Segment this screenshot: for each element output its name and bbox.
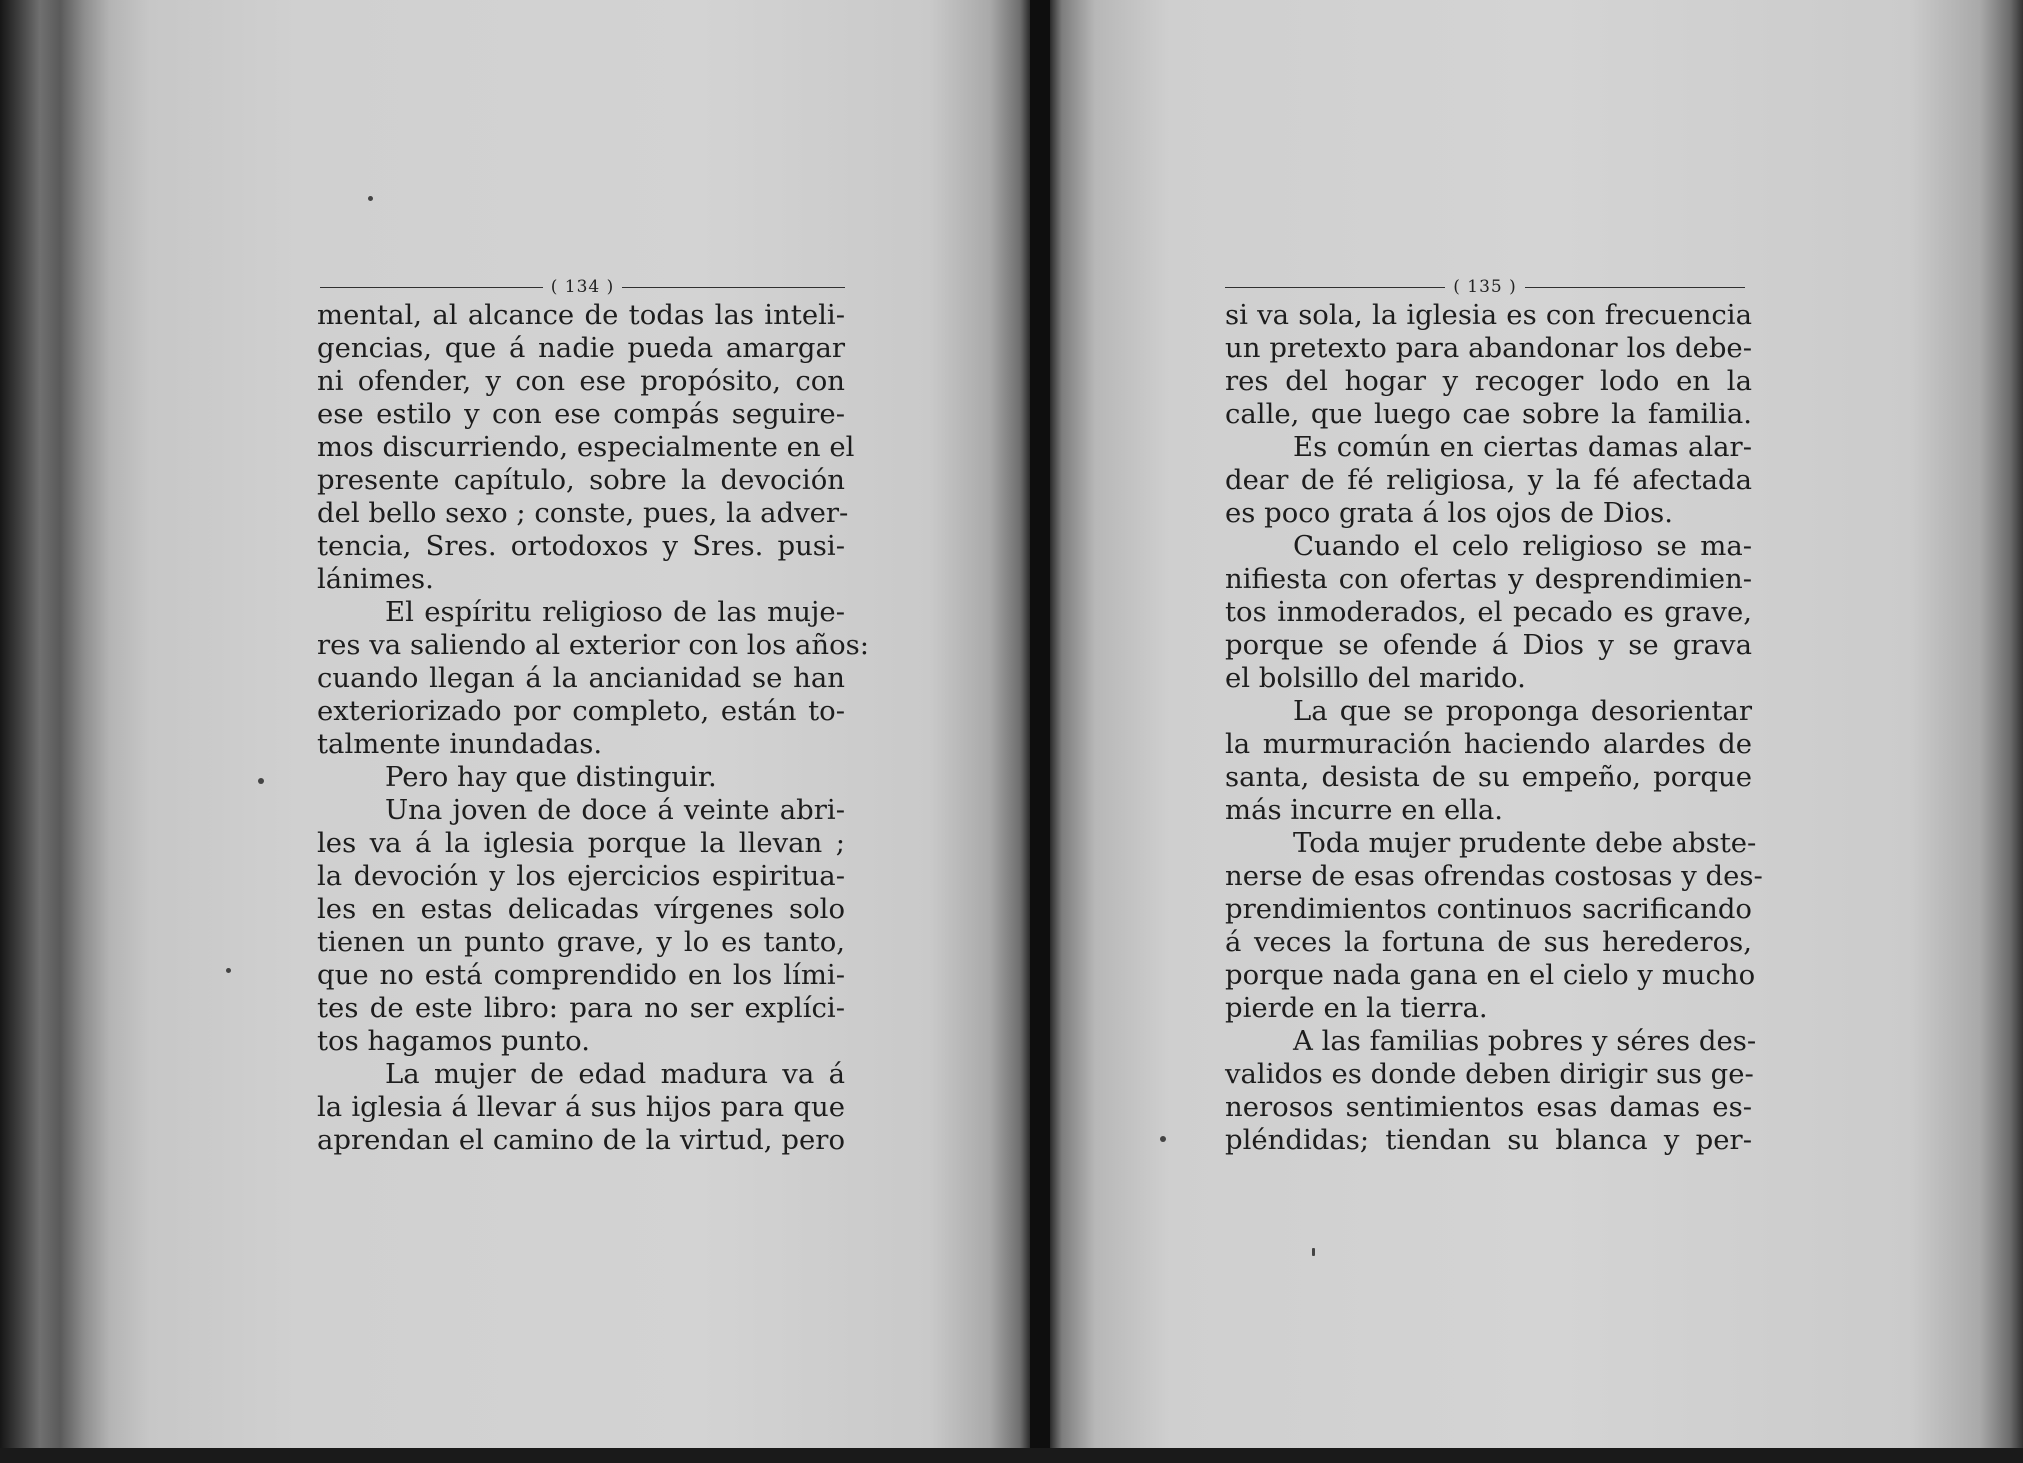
text-line: porque nada gana en el cielo y mucho [1225, 959, 1756, 991]
text-line: Una joven de doce á veinte abri- [385, 794, 845, 826]
text-line: La mujer de edad madura va á [385, 1058, 845, 1090]
text-line: santa, desista de su empeño, porque [1225, 761, 1752, 793]
text-line: les va á la iglesia porque la llevan ; [317, 827, 845, 859]
text-line: que no está comprendido en los lími- [317, 959, 845, 991]
page-number: ( 134 ) [550, 277, 615, 297]
text-line: es poco grata á los ojos de Dios. [1225, 497, 1674, 529]
text-line: porque se ofende á Dios y se grava [1225, 629, 1752, 661]
right-page-body [1225, 299, 1763, 1157]
text-line: aprendan el camino de la virtud, pero [317, 1124, 845, 1156]
text-line: La que se proponga desorientar [1293, 695, 1752, 727]
text-line: la devoción y los ejercicios espiritua- [317, 860, 845, 892]
text-line: un pretexto para abandonar los debe- [1225, 332, 1752, 364]
page-number: ( 135 ) [1453, 277, 1517, 297]
text-line: nerse de esas ofrendas costosas y des- [1225, 860, 1763, 892]
text-line: la iglesia á llevar á sus hijos para que [317, 1091, 845, 1123]
text-line: Cuando el celo religioso se ma- [1293, 530, 1752, 562]
text-line: Toda mujer prudente debe abste- [1293, 827, 1757, 859]
text-line: la murmuración haciendo alardes de [1225, 728, 1752, 760]
book-bottom-edge [0, 1448, 2023, 1463]
text-line: res va saliendo al exterior con los años: [317, 629, 870, 661]
text-line: ni ofender, y con ese propósito, con [317, 365, 845, 397]
text-line: ese estilo y con ese compás seguire- [317, 398, 845, 430]
text-line: lánimes. [317, 563, 434, 595]
text-line: les en estas delicadas vírgenes solo [317, 893, 845, 925]
text-line: pierde en la tierra. [1225, 992, 1488, 1024]
left-page-header [320, 272, 845, 302]
text-line: tos inmoderados, el pecado es grave, [1225, 596, 1752, 628]
text-line: nifiesta con ofertas y desprendimien- [1225, 563, 1752, 595]
ink-speck [258, 778, 264, 784]
text-line: mental, al alcance de todas las inteli- [317, 299, 845, 331]
text-line: tienen un punto grave, y lo es tanto, [317, 926, 845, 958]
text-line: nerosos sentimientos esas damas es- [1225, 1091, 1752, 1123]
right-page-header [1225, 272, 1745, 302]
text-line: exteriorizado por completo, están to- [317, 695, 845, 727]
text-line: talmente inundadas. [317, 728, 603, 760]
text-line: más incurre en ella. [1225, 794, 1503, 826]
header-rule [1225, 287, 1445, 288]
ink-speck [1312, 1248, 1315, 1256]
text-line: mos discurriendo, especialmente en el [317, 431, 855, 463]
ink-speck [368, 196, 373, 201]
text-line: dear de fé religiosa, y la fé afectada [1225, 464, 1752, 496]
header-rule [320, 287, 543, 288]
ink-speck [226, 968, 231, 973]
ink-speck [1160, 1136, 1166, 1142]
left-page-body [317, 299, 870, 1157]
text-line: pléndidas; tiendan su blanca y per- [1225, 1124, 1752, 1156]
header-rule [1525, 287, 1745, 288]
text-line: Pero hay que distinguir. [385, 761, 717, 793]
text-line: tos hagamos punto. [317, 1025, 590, 1057]
text-line: res del hogar y recoger lodo en la [1225, 365, 1752, 397]
text-line: gencias, que á nadie pueda amargar [317, 332, 845, 364]
text-line: prendimientos continuos sacrificando [1225, 893, 1752, 925]
text-line: tencia, Sres. ortodoxos y Sres. pusi- [317, 530, 845, 562]
text-line: tes de este libro: para no ser explíci- [317, 992, 845, 1024]
text-line: Es común en ciertas damas alar- [1293, 431, 1752, 463]
header-rule [622, 287, 845, 288]
text-line: presente capítulo, sobre la devoción [317, 464, 845, 496]
text-line: á veces la fortuna de sus herederos, [1225, 926, 1752, 958]
text-line: calle, que luego cae sobre la familia. [1225, 398, 1752, 430]
text-line: validos es donde deben dirigir sus ge- [1225, 1058, 1754, 1090]
text-line: El espíritu religioso de las muje- [385, 596, 845, 628]
text-line: cuando llegan á la ancianidad se han [317, 662, 845, 694]
text-line: A las familias pobres y séres des- [1293, 1025, 1757, 1057]
text-line: si va sola, la iglesia es con frecuencia [1225, 299, 1752, 331]
text-line: del bello sexo ; conste, pues, la adver- [317, 497, 849, 529]
text-line: el bolsillo del marido. [1225, 662, 1526, 694]
book-gutter [1030, 0, 1050, 1463]
